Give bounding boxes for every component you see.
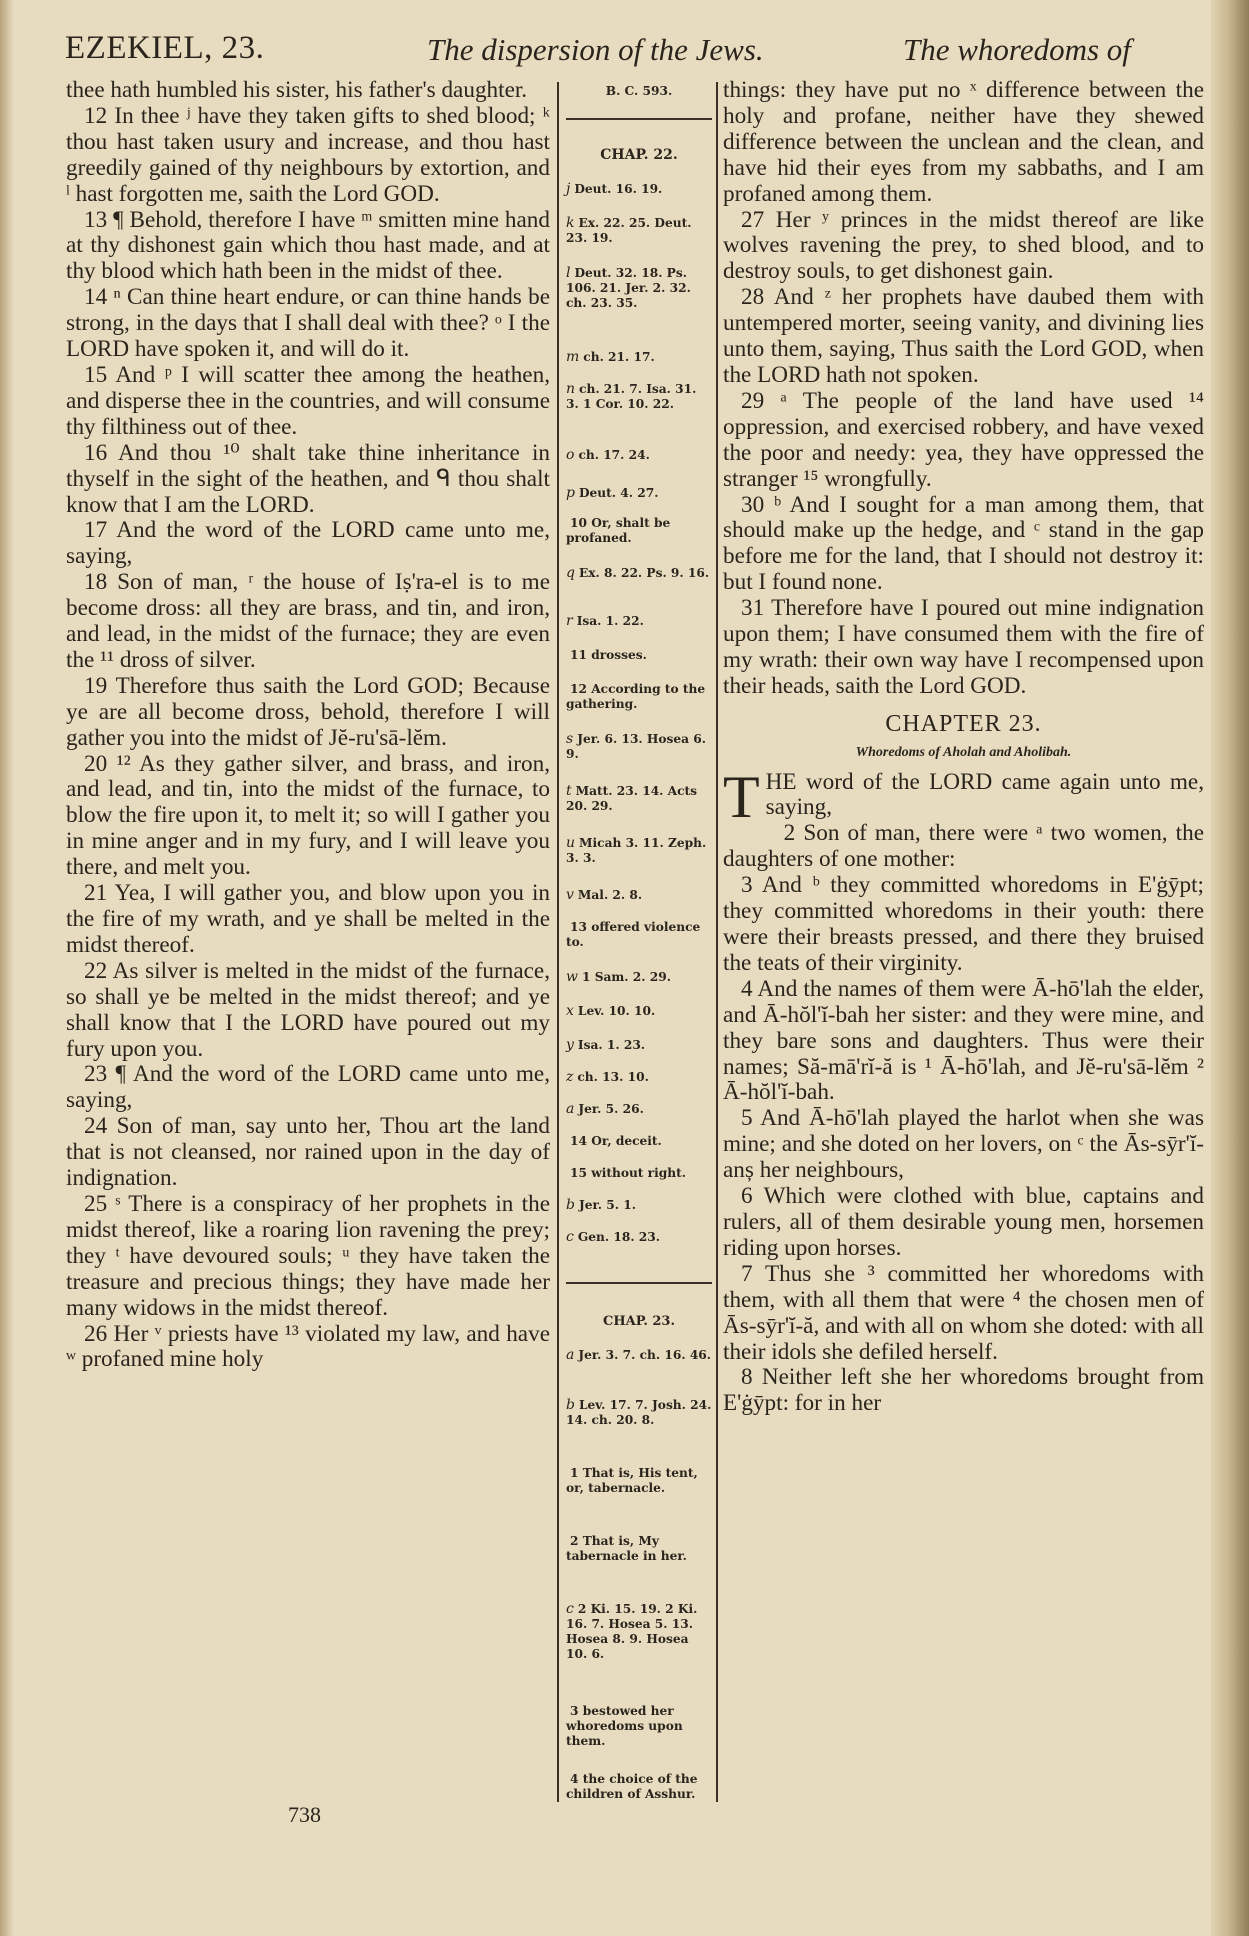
chapter-summary: Whoredoms of Aholah and Aholibah.	[855, 744, 1072, 760]
margin-ref: y Isa. 1. 23.	[566, 1037, 646, 1053]
verse: 20 ¹² As they gather silver, and brass, and iron, and lead, and tin, into the midst of the furnace, to blow the fire upon it, to melt it; so will I gather you in mine anger and in my fury, and I will leave you there, and melt you.	[66, 750, 550, 881]
margin-ref: a Jer. 5. 26.	[566, 1101, 644, 1117]
verse: 25 ˢ There is a conspiracy of her prophets in the midst thereof, like a roaring lion ravening the prey; they ᵗ have devoured souls; ᵘ they have taken the treasure and precious things; they have made her many widows in the midst thereof.	[66, 1190, 550, 1321]
verse: 12 In thee ʲ have they taken gifts to shed blood; ᵏ thou hast taken usury and increase, and thou hast greedily gained of thy neighbours by extortion, and ˡ hast forgotten me, saith the Lord GOD.	[66, 102, 550, 207]
verse: 7 Thus she ³ committed her whoredoms with them, with all them that were ⁴ the chosen men of Ās-sȳr'ĭ-ă, and with all on whom she doted: with all their idols she defiled herself.	[723, 1260, 1204, 1365]
verse: 6 Which were clothed with blue, captains and rulers, all of them desirable young men, horsemen riding upon horses.	[723, 1183, 1204, 1261]
margin-ref: s Jer. 6. 13. Hosea 6. 9.	[566, 731, 707, 761]
verse: 28 And ᶻ her prophets have daubed them with untempered morter, seeing vanity, and divining lies unto them, saying, Thus saith the Lord GOD, when the LORD hath not spoken.	[723, 284, 1204, 388]
margin-ref: 2 That is, My tabernacle in her.	[566, 1534, 687, 1563]
margin-ref: 10 Or, shalt be profaned.	[566, 516, 671, 545]
margin-ref: m ch. 21. 17.	[566, 349, 655, 365]
topic-right: The whoredoms of	[903, 32, 1131, 67]
topic-left: The dispersion of the Jews.	[427, 32, 764, 67]
verse: 17 And the word of the LORD came unto me, saying,	[66, 517, 550, 570]
margin-ref: t Matt. 23. 14. Acts 20. 29.	[566, 783, 698, 813]
left-text-column	[66, 78, 550, 1373]
margin-ref: 1 That is, His tent, or, tabernacle.	[566, 1466, 698, 1495]
margin-ref: p Deut. 4. 27.	[566, 485, 659, 501]
verse: 27 Her ʸ princes in the midst thereof are like wolves ravening the prey, to shed blood, and to destroy souls, to get dishonest gain.	[723, 206, 1204, 285]
verse: 21 Yea, I will gather you, and blow upon you in the fire of my wrath, and ye shall be melted in the midst thereof.	[66, 880, 550, 958]
margin-ref: 13 offered violence to.	[566, 920, 701, 949]
book-title: EZEKIEL, 23.	[65, 30, 265, 66]
margin-ref: z ch. 13. 10.	[566, 1069, 649, 1085]
margin-ref: u Micah 3. 11. Zeph. 3. 3.	[566, 835, 707, 865]
margin-ref: r Isa. 1. 22.	[566, 613, 644, 629]
verse: 18 Son of man, ʳ the house of Iṣ'ra-el is to me become dross: all they are brass, and tin, and iron, and lead, in the midst of the furnace; they are even the ¹¹ dross of silver.	[66, 569, 550, 673]
margin-ref: x Lev. 10. 10.	[566, 1003, 656, 1019]
verse: 13 ¶ Behold, therefore I have ᵐ smitten mine hand at thy dishonest gain which thou hast made, and at thy blood which hath been in the midst of thee.	[66, 206, 550, 285]
margin-ref: k Ex. 22. 25. Deut. 23. 19.	[566, 215, 692, 245]
running-header	[65, 30, 1205, 74]
margin-ref: b Jer. 5. 1.	[566, 1197, 636, 1213]
verse: 23 ¶ And the word of the LORD came unto me, saying,	[66, 1061, 550, 1114]
verse: 22 As silver is melted in the midst of the furnace, so shall ye be melted in the midst thereof; and ye shall know that I the LORD have poured out my fury upon you.	[66, 957, 550, 1062]
verse: 29 ᵃ The people of the land have used ¹⁴ oppression, and exercised robbery, and have vexed the poor and needy: yea, they have oppressed the stranger ¹⁵ wrongfully.	[723, 387, 1204, 492]
margin-ref: 15 without right.	[570, 1166, 686, 1180]
margin-ref: l Deut. 32. 18. Ps. 106. 21. Jer. 2. 32. ch. 23. 35.	[566, 265, 691, 310]
verse: 3 And ᵇ they committed whoredoms in E'ġȳpt; they committed whoredoms in their youth: there were their breasts pressed, and there they bruised the teats of their virginity.	[723, 872, 1204, 976]
verse: 24 Son of man, say unto her, Thou art the land that is not cleansed, nor rained upon in the day of indignation.	[66, 1113, 550, 1192]
margin-date: B. C. 593.	[605, 84, 673, 98]
binding-shadow	[0, 0, 14, 1936]
verse: 2 Son of man, there were ᵃ two women, the daughters of one mother:	[723, 820, 1204, 873]
margin-ref: 3 bestowed her whoredoms upon them.	[566, 1704, 683, 1748]
margin-ref: c 2 Ki. 15. 19. 2 Ki. 16. 7. Hosea 5. 13. Hosea 8. 9. Hosea 10. 6.	[566, 1601, 698, 1661]
page-edge-shadow	[1211, 0, 1249, 1936]
verse: 5 And Ā-hō'lah played the harlot when she was mine; and she doted on her lovers, on ᶜ the Ās-sȳr'ĭ-anș her neighbours,	[723, 1105, 1204, 1184]
column-rule-left	[557, 82, 559, 1802]
verse: 26 Her ᵛ priests have ¹³ violated my law, and have ʷ profaned mine holy	[66, 1320, 550, 1373]
drop-cap: T	[723, 763, 760, 830]
verse: 14 ⁿ Can thine heart endure, or can thine hands be strong, in the days that I shall deal with thee? ᵒ I the LORD have spoken it, and will do it.	[66, 284, 550, 363]
verse: 8 Neither left she her whoredoms brought from E'ġȳpt: for in her	[723, 1364, 1204, 1417]
margin-rule	[566, 1282, 712, 1284]
margin-ref: 14 Or, deceit.	[570, 1134, 662, 1148]
margin-ref: a Jer. 3. 7. ch. 16. 46.	[566, 1347, 712, 1363]
margin-ref: j Deut. 16. 19.	[566, 181, 663, 197]
margin-ref: b Lev. 17. 7. Josh. 24. 14. ch. 20. 8.	[566, 1397, 712, 1427]
margin-ref: c Gen. 18. 23.	[566, 1229, 661, 1245]
margin-chapter-23: CHAP. 23.	[602, 1314, 675, 1329]
verse-first: THE word of the LORD came again unto me, saying,	[723, 763, 1204, 830]
margin-ref: q Ex. 8. 22. Ps. 9. 16.	[566, 565, 710, 581]
right-text-column	[723, 78, 1204, 1417]
margin-ref: o ch. 17. 24.	[566, 447, 650, 463]
verse: 30 ᵇ And I sought for a man among them, that should make up the hedge, and ᶜ stand in the gap before me for the land, that I should not destroy it: but I found none.	[723, 491, 1204, 596]
margin-ref: n ch. 21. 7. Isa. 31. 3. 1 Cor. 10. 22.	[566, 381, 697, 411]
verse: 4 And the names of them were Ā-hō'lah the elder, and Ā-hŏl'ĭ-bah her sister: and they were mine, and they bare sons and daughters. Thus were their names; Să-mā'rĭ-ă is ¹ Ā-hō'lah, and Jĕ-ru'sā-lĕm ² Ā-hŏl'ĭ-bah.	[723, 975, 1204, 1106]
column-rule-right	[716, 82, 718, 1802]
verse: things: they have put no ˣ difference between the holy and profane, neither have they shewed difference between the unclean and the clean, and have hid their eyes from my sabbaths, and I am profaned among them.	[723, 77, 1204, 207]
margin-ref: 4 the choice of the children of Asshur.	[566, 1772, 698, 1801]
page-number: 738	[288, 1802, 321, 1827]
chapter-heading: CHAPTER 23.	[885, 710, 1042, 737]
margin-chapter-22: CHAP. 22.	[600, 147, 678, 163]
verse: thee hath humbled his sister, his father's daughter.	[66, 77, 528, 103]
margin-ref: 12 According to the gathering.	[566, 682, 706, 711]
verse: 15 And ᵖ I will scatter thee among the heathen, and disperse thee in the countries, and will consume thy filthiness out of thee.	[66, 361, 550, 440]
verse: 31 Therefore have I poured out mine indignation upon them; I have consumed them with the fire of my wrath: their own way have I recompensed upon their heads, saith the Lord GOD.	[723, 595, 1204, 699]
margin-rule	[566, 118, 712, 120]
verse: 19 Therefore thus saith the Lord GOD; Because ye are all become dross, behold, therefore I will gather you into the midst of Jĕ-ru'sā-lĕm.	[66, 672, 550, 751]
margin-ref: 11 drosses.	[570, 648, 647, 662]
verse: 16 And thou ¹⁰ shalt take thine inheritance in thyself in the sight of the heathen, and ᑫ thou shalt know that I am the LORD.	[66, 439, 550, 518]
margin-ref: w 1 Sam. 2. 29.	[566, 969, 671, 985]
margin-ref: v Mal. 2. 8.	[566, 887, 643, 903]
